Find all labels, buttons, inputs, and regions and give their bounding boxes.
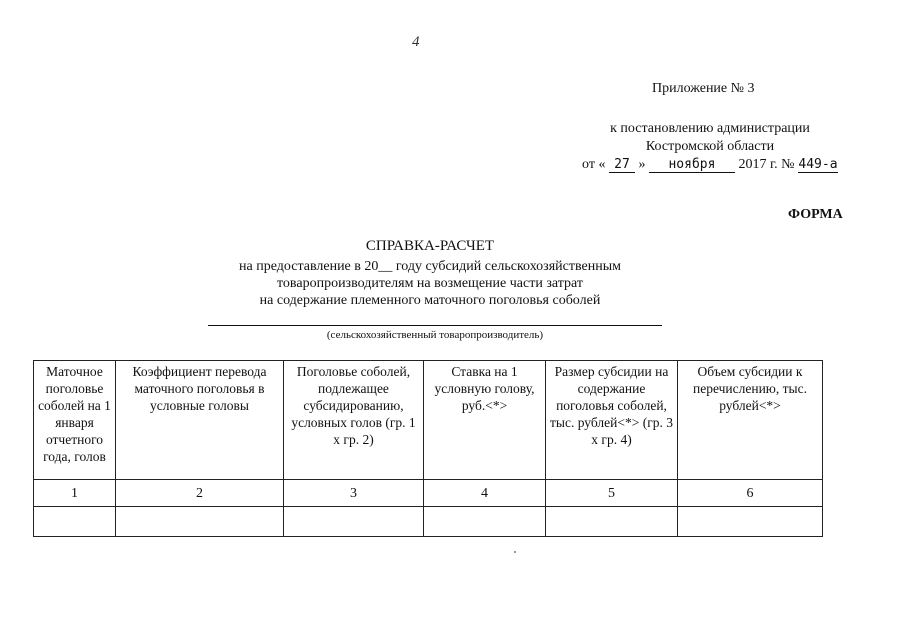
producer-caption: (сельскохозяйственный товаропроизводитель) [326, 329, 544, 341]
date-year: 2017 г. № [738, 157, 795, 172]
column-number: 4 [424, 480, 546, 507]
appendix-label: Приложение № 3 [652, 81, 755, 96]
resolution-block [560, 120, 860, 174]
document-title: СПРАВКА-РАСЧЕТ [365, 238, 495, 254]
producer-blank-line [208, 325, 662, 326]
header-cell: Размер субсидии на содержание поголовья соболей, тыс. рублей<*> (гр. 3 x гр. 4) [546, 361, 678, 480]
resolution-number: 449-а [798, 157, 838, 172]
scan-speck [514, 551, 516, 553]
data-cell [678, 507, 823, 537]
column-number: 5 [546, 480, 678, 507]
column-number: 2 [116, 480, 284, 507]
date-day: 27 [609, 158, 635, 173]
resolution-line-1: к постановлению администрации [610, 121, 810, 136]
header-cell: Поголовье соболей, подлежащее субсидированию, условных голов (гр. 1 x гр. 2) [284, 361, 424, 480]
data-cell [546, 507, 678, 537]
column-number-row [34, 480, 823, 507]
header-cell: Коэффициент перевода маточного поголовья в условные головы [116, 361, 284, 480]
header-cell: Ставка на 1 условную голову, руб.<*> [424, 361, 546, 480]
date-mid: » [638, 157, 646, 172]
column-number: 6 [678, 480, 823, 507]
calculation-table [33, 360, 823, 537]
subtitle-line-2: товаропроизводителям на возмещение части затрат [277, 276, 583, 291]
data-cell [284, 507, 424, 537]
form-label: ФОРМА [788, 207, 843, 222]
data-cell [116, 507, 284, 537]
table-header-row [34, 361, 823, 480]
column-number: 1 [34, 480, 116, 507]
document-subtitle [160, 258, 700, 309]
resolution-date-line [560, 156, 860, 174]
page-number: 4 [412, 34, 420, 50]
subtitle-line-3: на содержание племенного маточного поголовья соболей [259, 293, 601, 308]
subtitle-line-1: на предоставление в 20__ году субсидий сельскохозяйственным [239, 259, 621, 274]
data-cell [424, 507, 546, 537]
date-prefix: от « [582, 157, 606, 172]
header-cell: Маточное поголовье соболей на 1 января отчетного года, голов [34, 361, 116, 480]
table-row [34, 507, 823, 537]
resolution-line-2: Костромской области [645, 139, 775, 154]
column-number: 3 [284, 480, 424, 507]
date-month: ноября [649, 158, 735, 173]
header-cell: Объем субсидии к перечислению, тыс. рублей<*> [678, 361, 823, 480]
data-cell [34, 507, 116, 537]
